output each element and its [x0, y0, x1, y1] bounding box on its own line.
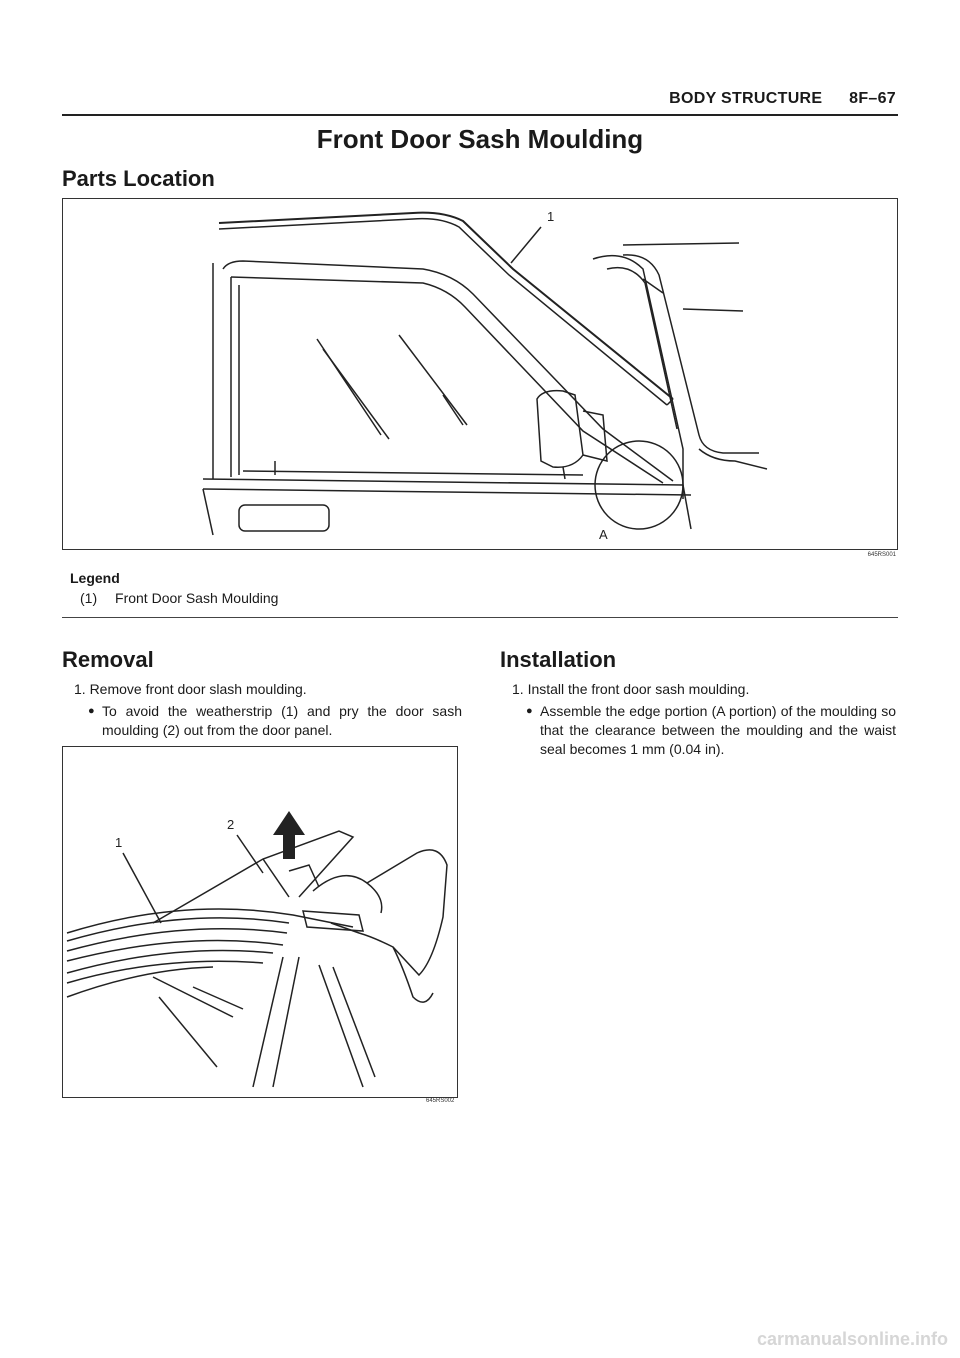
- installation-step-1: 1. Install the front door sash moulding.: [512, 681, 750, 697]
- removal-step-1: 1. Remove front door slash moulding.: [74, 681, 307, 697]
- bullet-icon: ●: [526, 705, 533, 717]
- header-section: BODY STRUCTURE: [669, 90, 823, 107]
- legend-item-number: (1): [80, 590, 98, 606]
- removal-bullet-1: [88, 702, 462, 740]
- prying-moulding-illustration: [63, 747, 457, 1097]
- section-divider: [62, 617, 898, 618]
- up-arrow-icon: [273, 811, 305, 859]
- door-sash-illustration: [63, 199, 897, 549]
- removal-figure: [62, 746, 458, 1098]
- legend-item: [80, 590, 278, 606]
- footer-watermark: carmanualsonline.info: [756, 1329, 948, 1349]
- figure1-callout-1: 1: [547, 209, 555, 224]
- bullet-icon: ●: [88, 705, 95, 717]
- running-header: [647, 90, 896, 108]
- figure1-code: 645RS001: [867, 552, 896, 558]
- installation-bullet-1: [526, 702, 896, 759]
- figure1-callout-a: A: [599, 527, 608, 542]
- installation-heading: Installation: [500, 647, 617, 672]
- parts-location-figure: [62, 198, 898, 550]
- installation-bullet-text: Assemble the edge portion (A portion) of the moulding so that the clearance between the moulding and the waist seal becomes 1 mm (0.04 in).: [540, 703, 896, 757]
- legend-title: Legend: [70, 570, 120, 586]
- removal-bullet-text: To avoid the weatherstrip (1) and pry the door sash moulding (2) out from the door panel.: [102, 703, 462, 738]
- removal-heading: Removal: [62, 647, 154, 672]
- figure2-callout-1: 1: [115, 835, 123, 850]
- legend-item-text: Front Door Sash Moulding: [115, 590, 279, 606]
- figure2-callout-2: 2: [227, 817, 235, 832]
- parts-location-heading: Parts Location: [62, 166, 215, 191]
- header-page-number: 8F–67: [849, 90, 896, 107]
- page-title: Front Door Sash Moulding: [316, 124, 644, 154]
- header-rule: [62, 114, 898, 116]
- figure2-code: 645RS002: [426, 1098, 455, 1104]
